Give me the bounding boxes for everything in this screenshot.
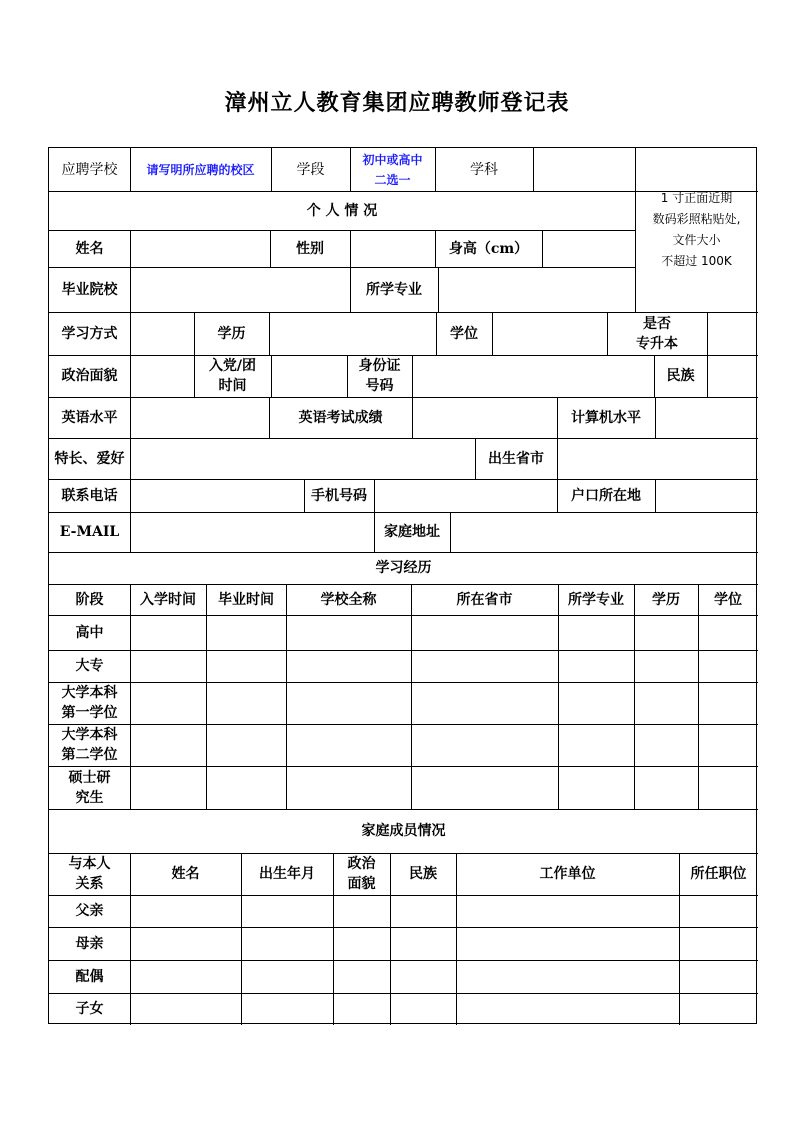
education-cell[interactable] — [558, 724, 634, 766]
education-cell[interactable] — [286, 682, 411, 724]
family-cell[interactable] — [679, 960, 758, 993]
education-cell[interactable] — [558, 650, 634, 682]
birth-province-field[interactable] — [557, 438, 758, 479]
education-cell[interactable] — [130, 615, 206, 650]
family-header: 工作单位 — [539, 866, 596, 882]
email-label: E-MAIL — [59, 524, 120, 540]
education-cell[interactable] — [206, 766, 286, 809]
english-score-field[interactable] — [412, 397, 557, 438]
family-cell[interactable] — [679, 927, 758, 960]
party-time-label: 入党/团 时间 — [208, 358, 257, 394]
education-cell[interactable] — [634, 682, 698, 724]
education-cell[interactable] — [130, 682, 206, 724]
education-stage-label: 硕士研 究生 — [68, 769, 111, 806]
family-relation-label: 配偶 — [75, 968, 104, 985]
height-label: 身高（cm） — [448, 240, 529, 257]
family-cell[interactable] — [456, 895, 679, 927]
upgrade-label: 是否 专升本 — [636, 315, 678, 352]
major-field[interactable] — [438, 267, 635, 312]
family-header: 政治 面貌 — [347, 856, 376, 892]
family-relation-label: 母亲 — [75, 935, 104, 952]
family-cell[interactable] — [130, 895, 241, 927]
english-score-label: 英语考试成绩 — [298, 409, 383, 426]
family-cell[interactable] — [130, 927, 241, 960]
family-cell[interactable] — [130, 960, 241, 993]
education-cell[interactable] — [411, 724, 558, 766]
education-cell[interactable] — [206, 615, 286, 650]
english-level-field[interactable] — [130, 397, 269, 438]
education-cell[interactable] — [206, 682, 286, 724]
school-graduated-label: 毕业院校 — [61, 281, 118, 298]
education-label: 学历 — [217, 325, 246, 342]
education-header: 学历 — [652, 591, 680, 608]
name-label: 姓名 — [75, 240, 104, 257]
education-cell[interactable] — [206, 724, 286, 766]
gender-field[interactable] — [350, 230, 435, 267]
education-header: 学位 — [714, 591, 742, 608]
education-cell[interactable] — [411, 650, 558, 682]
political-label: 政治面貌 — [61, 368, 118, 384]
degree-label: 学位 — [450, 325, 478, 342]
ethnicity-label: 民族 — [666, 368, 695, 384]
family-cell[interactable] — [333, 993, 390, 1025]
name-field[interactable] — [130, 230, 270, 267]
family-cell[interactable] — [241, 960, 333, 993]
family-cell[interactable] — [241, 895, 333, 927]
education-header: 所学专业 — [568, 591, 624, 608]
party-time-field[interactable] — [271, 355, 347, 397]
family-cell[interactable] — [456, 927, 679, 960]
family-cell[interactable] — [390, 960, 456, 993]
education-stage-label: 高中 — [75, 624, 104, 641]
education-header: 入学时间 — [140, 591, 196, 608]
id-number-field[interactable] — [412, 355, 654, 397]
subject-field[interactable] — [533, 148, 635, 191]
education-cell[interactable] — [206, 650, 286, 682]
phone-label: 联系电话 — [61, 487, 118, 504]
mobile-field[interactable] — [374, 479, 557, 512]
address-field[interactable] — [450, 512, 758, 552]
family-cell[interactable] — [333, 895, 390, 927]
study-mode-field[interactable] — [130, 312, 194, 355]
family-cell[interactable] — [390, 927, 456, 960]
computer-level-label: 计算机水平 — [571, 409, 641, 426]
education-cell[interactable] — [286, 766, 411, 809]
gender-label: 性别 — [296, 240, 324, 257]
education-cell[interactable] — [698, 615, 758, 650]
hukou-field[interactable] — [655, 479, 758, 512]
upgrade-field[interactable] — [707, 312, 758, 355]
family-cell[interactable] — [456, 960, 679, 993]
section-personal: 个 人 情 况 — [306, 202, 378, 219]
major-label: 所学专业 — [366, 281, 422, 298]
form-title: 漳州立人教育集团应聘教师登记表 — [224, 90, 570, 116]
family-header: 姓名 — [171, 866, 200, 882]
education-cell[interactable] — [634, 724, 698, 766]
birth-province-label: 出生省市 — [488, 450, 544, 467]
subject-label: 学科 — [470, 161, 498, 178]
education-cell[interactable] — [411, 766, 558, 809]
school-graduated-field[interactable] — [130, 267, 350, 312]
education-cell[interactable] — [130, 724, 206, 766]
family-cell[interactable] — [333, 960, 390, 993]
education-cell[interactable] — [558, 615, 634, 650]
education-cell[interactable] — [558, 682, 634, 724]
family-cell[interactable] — [130, 993, 241, 1025]
section-family: 家庭成员情况 — [361, 823, 446, 839]
school-label: 应聘学校 — [61, 161, 118, 178]
education-cell[interactable] — [698, 650, 758, 682]
family-header: 出生年月 — [259, 866, 315, 882]
family-cell[interactable] — [679, 993, 758, 1025]
education-cell[interactable] — [286, 724, 411, 766]
ethnicity-field[interactable] — [707, 355, 758, 397]
family-cell[interactable] — [241, 993, 333, 1025]
education-cell[interactable] — [698, 766, 758, 809]
education-stage-label: 大专 — [75, 658, 104, 674]
education-cell[interactable] — [558, 766, 634, 809]
registration-form-table — [48, 147, 757, 1024]
family-cell[interactable] — [456, 993, 679, 1025]
computer-level-field[interactable] — [655, 397, 758, 438]
section-education: 学习经历 — [375, 560, 432, 576]
education-cell[interactable] — [634, 650, 698, 682]
education-header: 阶段 — [75, 591, 104, 608]
address-label: 家庭地址 — [384, 524, 440, 540]
email-field[interactable] — [130, 512, 374, 552]
education-cell[interactable] — [634, 615, 698, 650]
education-header: 毕业时间 — [218, 591, 274, 608]
family-header: 所任职位 — [690, 866, 747, 882]
education-stage-label: 大学本科 第一学位 — [61, 685, 118, 721]
education-cell[interactable] — [130, 766, 206, 809]
phone-field[interactable] — [130, 479, 304, 512]
education-cell[interactable] — [411, 682, 558, 724]
family-cell[interactable] — [241, 927, 333, 960]
education-field[interactable] — [269, 312, 436, 355]
education-cell[interactable] — [130, 650, 206, 682]
education-header: 所在省市 — [456, 591, 513, 608]
family-cell[interactable] — [679, 895, 758, 927]
family-cell[interactable] — [390, 993, 456, 1025]
photo-placeholder: 1 寸正面近期 数码彩照粘贴处, 文件大小 不超过 100K — [652, 191, 741, 268]
study-mode-label: 学习方式 — [61, 325, 118, 342]
family-relation-label: 子女 — [75, 1001, 104, 1017]
education-cell[interactable] — [698, 682, 758, 724]
family-relation-label: 父亲 — [75, 903, 104, 919]
school-field[interactable]: 请写明所应聘的校区 — [146, 162, 255, 177]
hukou-label: 户口所在地 — [571, 487, 641, 504]
hobbies-field[interactable] — [130, 438, 475, 479]
family-header: 民族 — [409, 866, 437, 882]
family-header: 与本人 关系 — [68, 856, 111, 892]
family-cell[interactable] — [390, 895, 456, 927]
education-header: 学校全称 — [320, 591, 377, 608]
political-field[interactable] — [130, 355, 194, 397]
mobile-label: 手机号码 — [311, 487, 367, 504]
family-cell[interactable] — [333, 927, 390, 960]
education-cell[interactable] — [411, 615, 558, 650]
education-stage-label: 大学本科 第二学位 — [61, 727, 118, 763]
hobbies-label: 特长、爱好 — [54, 450, 125, 467]
education-cell[interactable] — [286, 615, 411, 650]
height-field[interactable] — [542, 230, 635, 267]
stage-label: 学段 — [296, 161, 325, 178]
stage-field[interactable]: 初中或高中 二选一 — [362, 152, 423, 187]
degree-field[interactable] — [492, 312, 607, 355]
english-level-label: 英语水平 — [61, 409, 118, 426]
id-number-label: 身份证 号码 — [358, 358, 401, 394]
education-cell[interactable] — [286, 650, 411, 682]
education-cell[interactable] — [634, 766, 698, 809]
education-cell[interactable] — [698, 724, 758, 766]
